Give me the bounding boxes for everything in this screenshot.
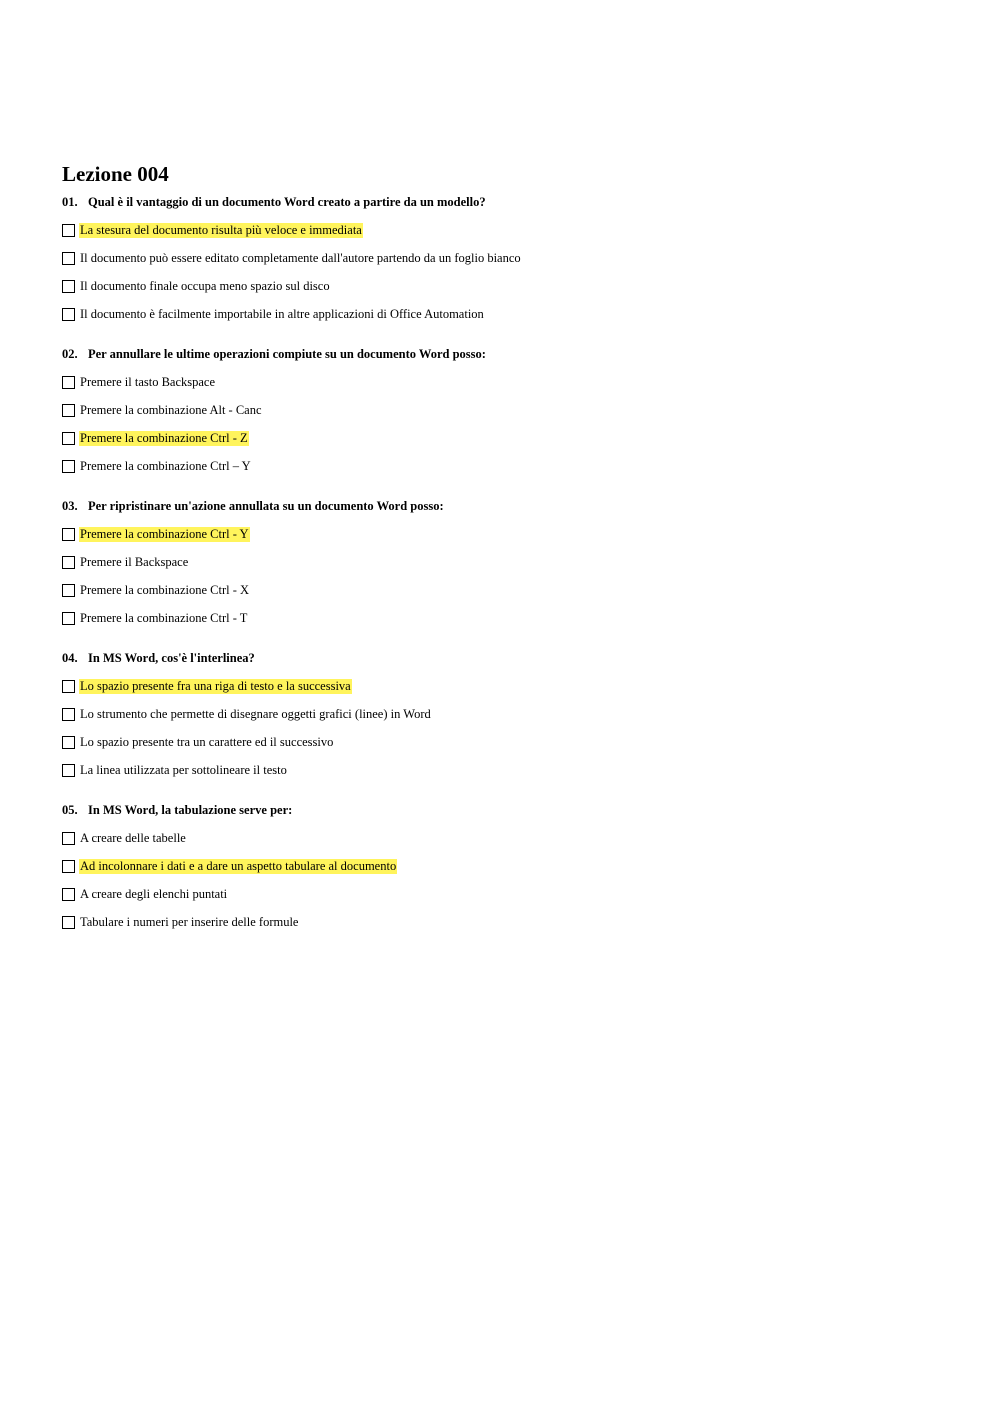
answer-option[interactable] <box>62 548 962 576</box>
answer-checkbox[interactable] <box>62 584 75 597</box>
answer-text: La linea utilizzata per sottolineare il testo <box>80 762 287 777</box>
question-number: 03. <box>62 499 78 513</box>
question-label: In MS Word, la tabulazione serve per: <box>88 803 293 817</box>
question-number: 01. <box>62 195 78 209</box>
answer-text: Il documento può essere editato completamente dall'autore partendo da un foglio bianco <box>80 250 521 265</box>
question-number: 05. <box>62 803 78 817</box>
answer-option[interactable] <box>62 700 962 728</box>
answer-checkbox[interactable] <box>62 680 75 693</box>
question-block <box>62 650 962 784</box>
question-label: Per ripristinare un'azione annullata su un documento Word posso: <box>88 499 444 513</box>
answer-text: Premere il Backspace <box>80 554 189 569</box>
answer-text: A creare delle tabelle <box>80 830 186 845</box>
question-text <box>62 498 962 514</box>
question-label: Per annullare le ultime operazioni compiute su un documento Word posso: <box>88 347 486 361</box>
correct-answer-text: Lo spazio presente fra una riga di testo e la successiva <box>80 678 351 693</box>
answer-checkbox[interactable] <box>62 764 75 777</box>
answer-checkbox[interactable] <box>62 528 75 541</box>
answer-text: Premere la combinazione Ctrl - X <box>80 582 250 597</box>
answer-option[interactable] <box>62 244 962 272</box>
answer-option[interactable] <box>62 576 962 604</box>
question-block <box>62 346 962 480</box>
correct-answer-text: Premere la combinazione Ctrl - Z <box>80 430 248 445</box>
question-block <box>62 802 962 936</box>
question-number: 04. <box>62 651 78 665</box>
question-block <box>62 194 962 328</box>
correct-answer-text: Ad incolonnare i dati e a dare un aspetto tabulare al documento <box>80 858 397 873</box>
lesson-title: Lezione 004 <box>62 162 169 186</box>
correct-answer-text: Premere la combinazione Ctrl - Y <box>80 526 249 541</box>
answer-checkbox[interactable] <box>62 916 75 929</box>
answer-option[interactable] <box>62 300 962 328</box>
answer-checkbox[interactable] <box>62 736 75 749</box>
answer-checkbox[interactable] <box>62 432 75 445</box>
answer-option[interactable] <box>62 880 962 908</box>
question-block <box>62 498 962 632</box>
answer-option[interactable] <box>62 908 962 936</box>
question-text <box>62 194 962 210</box>
answer-text: Lo spazio presente tra un carattere ed il successivo <box>80 734 334 749</box>
answer-checkbox[interactable] <box>62 708 75 721</box>
answer-checkbox[interactable] <box>62 460 75 473</box>
answer-option[interactable] <box>62 728 962 756</box>
answer-text: Il documento finale occupa meno spazio sul disco <box>80 278 330 293</box>
answer-checkbox[interactable] <box>62 888 75 901</box>
question-number: 02. <box>62 347 78 361</box>
question-text <box>62 650 962 666</box>
answer-option[interactable] <box>62 424 962 452</box>
answer-option[interactable] <box>62 756 962 784</box>
answer-text: Premere il tasto Backspace <box>80 374 216 389</box>
answer-option[interactable] <box>62 520 962 548</box>
answer-text: Premere la combinazione Ctrl - T <box>80 610 248 625</box>
answer-checkbox[interactable] <box>62 308 75 321</box>
question-text <box>62 802 962 818</box>
answer-checkbox[interactable] <box>62 832 75 845</box>
answer-option[interactable] <box>62 852 962 880</box>
answer-option[interactable] <box>62 452 962 480</box>
question-list <box>62 194 962 936</box>
answer-text: Il documento è facilmente importabile in altre applicazioni di Office Automation <box>80 306 484 321</box>
answer-checkbox[interactable] <box>62 252 75 265</box>
answer-checkbox[interactable] <box>62 556 75 569</box>
answer-option[interactable] <box>62 824 962 852</box>
answer-checkbox[interactable] <box>62 224 75 237</box>
answer-text: Premere la combinazione Ctrl – Y <box>80 458 251 473</box>
question-text <box>62 346 962 362</box>
question-label: Qual è il vantaggio di un documento Word creato a partire da un modello? <box>88 195 486 209</box>
answer-checkbox[interactable] <box>62 280 75 293</box>
answer-option[interactable] <box>62 672 962 700</box>
answer-text: Tabulare i numeri per inserire delle formule <box>80 914 299 929</box>
question-label: In MS Word, cos'è l'interlinea? <box>88 651 255 665</box>
answer-text: Premere la combinazione Alt - Canc <box>80 402 262 417</box>
answer-checkbox[interactable] <box>62 376 75 389</box>
answer-option[interactable] <box>62 604 962 632</box>
answer-option[interactable] <box>62 396 962 424</box>
correct-answer-text: La stesura del documento risulta più veloce e immediata <box>80 222 362 237</box>
answer-checkbox[interactable] <box>62 860 75 873</box>
answer-checkbox[interactable] <box>62 612 75 625</box>
answer-text: A creare degli elenchi puntati <box>80 886 228 901</box>
answer-option[interactable] <box>62 368 962 396</box>
answer-option[interactable] <box>62 216 962 244</box>
answer-option[interactable] <box>62 272 962 300</box>
answer-checkbox[interactable] <box>62 404 75 417</box>
document-page <box>62 160 962 954</box>
answer-text: Lo strumento che permette di disegnare oggetti grafici (linee) in Word <box>80 706 431 721</box>
